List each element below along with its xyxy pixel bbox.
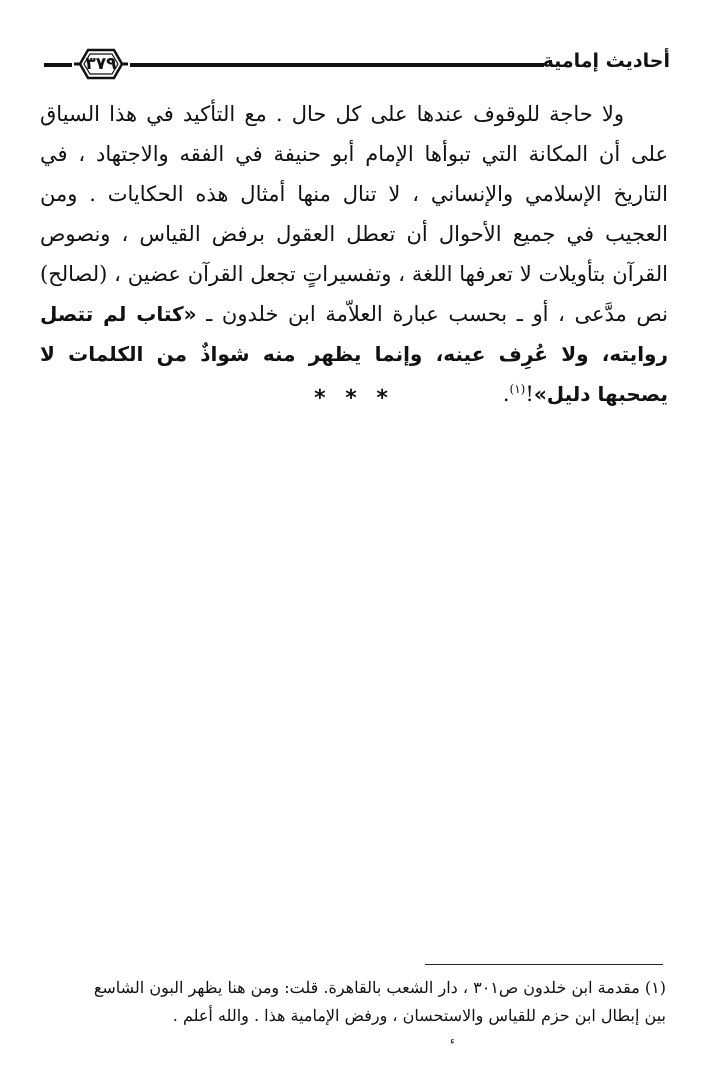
footnote-line: بين إبطال ابن حزم للقياس والاستحسان ، ورفض الإمامية هذا . والله أعلم .: [172, 1006, 666, 1025]
footnotes: [34, 974, 666, 1030]
header-rule: [130, 63, 544, 67]
body-paragraph: [40, 94, 668, 414]
page-number: ٣٧٩: [85, 54, 117, 74]
footnote-reference[interactable]: (١): [509, 382, 526, 396]
body-line: جميع الأحوال أن تعطل العقول برفض القياس ، ونصوص القرآن بتأويلات: [40, 222, 669, 286]
page-header: [38, 44, 670, 84]
body-line: أن المكانة التي تبوأها الإمام أبو حنيفة في الفقه والاجتهاد ، في التاريخ: [40, 142, 669, 206]
page-number-badge: [74, 46, 128, 82]
end-punctuation: .: [502, 382, 510, 406]
body-line: بحسب عبارة العلاّمة ابن خلدون ـ: [196, 302, 508, 326]
body-line: ولا حاجة للوقوف عندها على كل حال . مع التأكيد في هذا السياق على: [40, 102, 668, 166]
footnote-line: (١) مقدمة ابن خلدون ص٣٠١ ، دار الشعب بالقاهرة. قلت: ومن هنا يظهر البون الشاسع: [93, 978, 666, 997]
page-mark: ء: [450, 1036, 455, 1047]
body-text: [40, 94, 668, 414]
body-line: لا تعرفها اللغة ، وتفسيراتٍ تجعل القرآن عضين ، (لصالح) نص مدَّعى ، أو ـ: [40, 262, 668, 326]
body-line: الإسلامي والإنساني ، لا تنال منها أمثال هذه الحكايات . ومن العجيب في: [40, 182, 668, 246]
quoted-passage-cont: وإنما يظهر منه شواذٌ من الكلمات لا يصحبها دليل»: [40, 342, 668, 406]
footnote-rule: [425, 964, 663, 965]
header-rule-left: [44, 63, 72, 67]
quoted-passage: «كتاب لم تتصل روايته، ولا عُرِف عينه،: [40, 302, 668, 366]
exclamation: !: [525, 382, 534, 406]
section-separator: * * *: [314, 386, 394, 411]
running-title: أحاديث إمامية: [542, 50, 670, 72]
